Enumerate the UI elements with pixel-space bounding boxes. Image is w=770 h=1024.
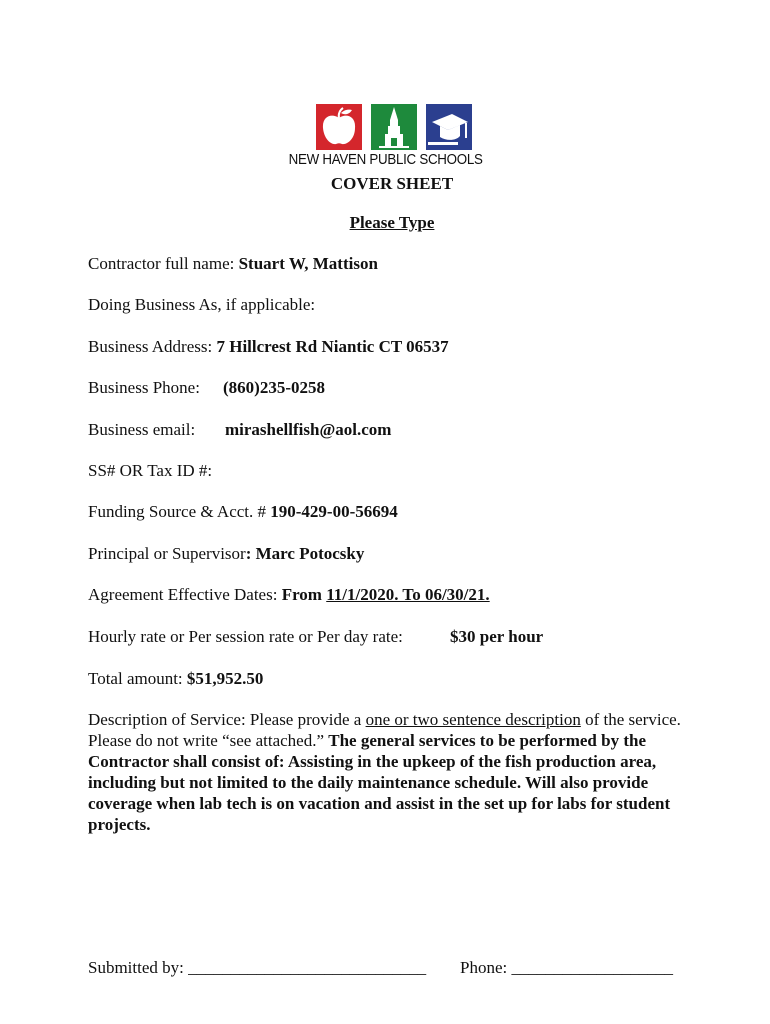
organization-name: NEW HAVEN PUBLIC SCHOOLS bbox=[288, 152, 483, 168]
address-label: Business Address: bbox=[88, 337, 213, 356]
description-value[interactable]: The general services to be performed by the Contractor shall consist of: Assisting in the upkeep of the fish production area, including but not limited to the daily maintenance schedule. Will also provide coverage when lab tech is on vacation and assist in the set up for labs for student projects. bbox=[88, 731, 671, 834]
dba-row bbox=[88, 295, 315, 315]
email-label: Business email: bbox=[88, 420, 196, 439]
submitted-by-field[interactable]: Submitted by: ____________________________ bbox=[88, 958, 427, 977]
contractor-value[interactable]: Stuart W, Mattison bbox=[238, 254, 378, 273]
total-row bbox=[88, 669, 263, 689]
rate-value[interactable]: $30 per hour bbox=[450, 627, 544, 646]
dates-label: Agreement Effective Dates: bbox=[88, 585, 278, 604]
funding-value[interactable]: 190-429-00-56694 bbox=[270, 502, 398, 521]
apple-icon bbox=[316, 104, 362, 150]
graduation-cap-icon bbox=[426, 104, 472, 150]
description-label-2: of the service. Please do not write “see attached.” bbox=[88, 710, 681, 750]
dates-from-word: From bbox=[281, 585, 322, 604]
description-block bbox=[88, 709, 708, 835]
submitted-phone-field[interactable]: Phone: ___________________ bbox=[460, 958, 673, 977]
school-logo bbox=[316, 104, 472, 150]
description-label-underlined: one or two sentence description bbox=[365, 710, 581, 729]
contractor-row bbox=[88, 254, 378, 274]
dates-row bbox=[88, 585, 490, 605]
email-value[interactable]: mirashellfish@aol.com bbox=[225, 420, 392, 439]
rate-row bbox=[88, 627, 544, 647]
phone-label: Business Phone: bbox=[88, 378, 200, 397]
dba-label: Doing Business As, if applicable: bbox=[88, 295, 316, 314]
principal-row bbox=[88, 544, 364, 564]
taxid-row bbox=[88, 461, 212, 481]
email-row bbox=[88, 420, 392, 440]
page-title: COVER SHEET bbox=[330, 174, 454, 193]
address-row bbox=[88, 337, 449, 357]
page-subtitle: Please Type bbox=[349, 213, 435, 232]
dates-value[interactable]: 11/1/2020. To 06/30/21. bbox=[326, 585, 490, 604]
taxid-label: SS# OR Tax ID #: bbox=[88, 461, 213, 480]
funding-label: Funding Source & Acct. # bbox=[88, 502, 267, 521]
tower-icon bbox=[371, 104, 417, 150]
phone-row bbox=[88, 378, 325, 398]
principal-label: Principal or Supervisor bbox=[88, 544, 246, 563]
rate-label: Hourly rate or Per session rate or Per day rate: bbox=[88, 627, 403, 646]
funding-row bbox=[88, 502, 398, 522]
submitted-row bbox=[88, 958, 673, 978]
phone-value[interactable]: (860)235-0258 bbox=[223, 378, 325, 397]
description-label-1: Description of Service: Please provide a bbox=[88, 710, 366, 729]
principal-value[interactable]: : Marc Potocsky bbox=[245, 544, 365, 563]
total-label: Total amount: bbox=[88, 669, 183, 688]
total-value[interactable]: $51,952.50 bbox=[186, 669, 264, 688]
address-value[interactable]: 7 Hillcrest Rd Niantic CT 06537 bbox=[216, 337, 449, 356]
contractor-label: Contractor full name: bbox=[88, 254, 235, 273]
